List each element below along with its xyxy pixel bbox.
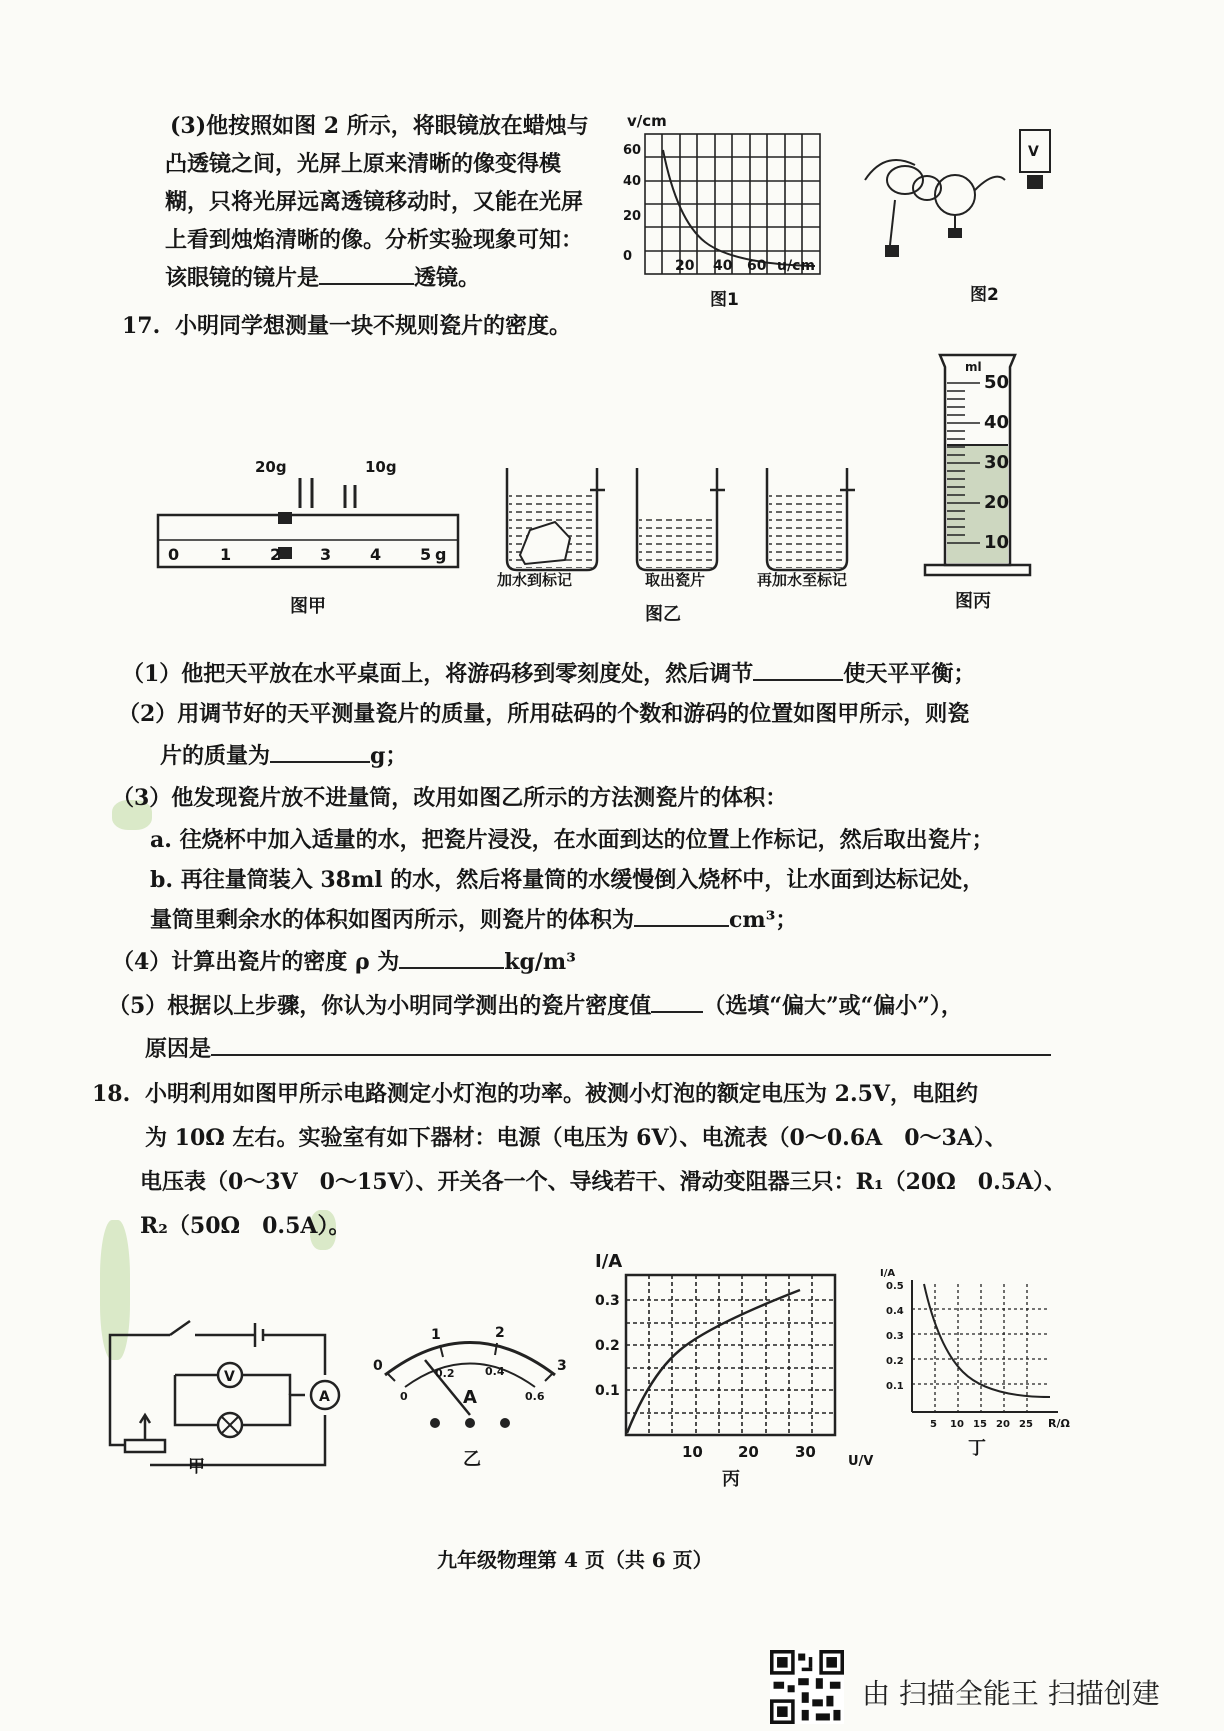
answer-blank-adjust xyxy=(753,679,843,681)
cylinder-base xyxy=(925,565,1030,575)
q18-line1: 小明利用如图甲所示电路测定小灯泡的功率。被测小灯泡的额定电压为 2.5V，电阻约 xyxy=(145,1081,979,1107)
dial-tick-top: 2 xyxy=(495,1325,505,1341)
answer-blank-volume xyxy=(634,925,729,927)
q17-p1-post: 使天平平衡； xyxy=(843,661,976,687)
svg-text:V: V xyxy=(1028,144,1039,160)
beaker2-label: 取出瓷片 xyxy=(645,571,706,589)
dial-tick-inner: 0.4 xyxy=(485,1365,505,1378)
q18-line2: 为 10Ω 左右。实验室有如下器材：电源（电压为 6V）、电流表（0～0.6A 0～3A）、 xyxy=(145,1125,1007,1151)
q17-p5-reason xyxy=(145,1035,1051,1063)
q17-fig-bing-cylinder xyxy=(920,345,1060,615)
iu-ytick: 0.3 xyxy=(595,1293,620,1309)
beaker3-label: 再加水至标记 xyxy=(757,571,848,589)
voltmeter-label: V xyxy=(224,1369,235,1385)
iu-ytick: 0.1 xyxy=(595,1383,620,1399)
dial-letter: A xyxy=(463,1387,477,1408)
q17-p2-line1: （2）用调节好的天平测量瓷片的质量，所用砝码的个数和游码的位置如图甲所示，则瓷 xyxy=(118,701,970,727)
ir-xtick: 10 xyxy=(950,1419,964,1430)
q17-p4 xyxy=(112,948,576,976)
screen-base xyxy=(1027,175,1043,189)
lens-base xyxy=(948,228,962,238)
iu-ytick: 0.2 xyxy=(595,1338,620,1354)
iu-ylabel: I/A xyxy=(595,1251,623,1272)
q18-fig-bing-iu-graph xyxy=(590,1245,880,1490)
fig1-xlabel: u/cm xyxy=(777,258,815,274)
q18-number: 18. xyxy=(92,1081,131,1107)
dial-tick-inner: 0 xyxy=(400,1390,408,1403)
fig1-ytick: 0 xyxy=(623,249,633,264)
cylinder-tick: 40 xyxy=(984,412,1010,433)
terminal xyxy=(430,1418,440,1428)
iu-axes xyxy=(626,1275,835,1435)
answer-blank-density xyxy=(399,967,504,969)
q18-line3: 电压表（0～3V 0～15V）、开关各一个、导线若干、滑动变阻器三只：R₁（20Ω 0.5A）、 xyxy=(140,1169,1067,1195)
q17-p3-a: a. 往烧杯中加入适量的水，把瓷片浸没，在水面到达的位置上作标记，然后取出瓷片； xyxy=(150,827,994,853)
fig-jia-caption: 图甲 xyxy=(290,596,326,617)
q17-p3-line1: （3）他发现瓷片放不进量筒，改用如图乙所示的方法测瓷片的体积： xyxy=(112,785,788,811)
q17-p4-pre: （4）计算出瓷片的密度 ρ 为 xyxy=(112,949,400,975)
ir-grid xyxy=(912,1284,1050,1412)
fig-bing-caption: 丙 xyxy=(722,1469,740,1490)
fig1-caption: 图1 xyxy=(710,290,739,310)
q18-line4: R₂（50Ω 0.5A）。 xyxy=(140,1213,351,1239)
scanner-brand-text: 由 扫描全能王 扫描创建 xyxy=(862,1677,1160,1710)
beaker1-label: 加水到标记 xyxy=(497,571,573,589)
scale-unit: g xyxy=(435,545,447,564)
figure-2-optical-bench xyxy=(845,120,1065,310)
answer-blank-mass xyxy=(270,761,370,763)
q18-fig-jia-circuit xyxy=(100,1315,350,1475)
q17-p5-post: （选填“偏大”或“偏小”）， xyxy=(703,993,963,1019)
q17-p3-c-pre: 量筒里剩余水的体积如图丙所示，则瓷片的体积为 xyxy=(150,907,635,933)
q17-stem: 小明同学想测量一块不规则瓷片的密度。 xyxy=(175,313,572,339)
beaker-3 xyxy=(757,468,855,589)
ir-ylabel: I/A xyxy=(880,1268,896,1279)
beaker-2 xyxy=(637,468,725,589)
terminal xyxy=(500,1418,510,1428)
iu-xtick: 30 xyxy=(795,1443,816,1461)
qr-code-icon xyxy=(770,1650,844,1724)
q17-p2-pre: 片的质量为 xyxy=(160,743,271,769)
q17-p1 xyxy=(122,660,975,688)
cylinder-tick: 50 xyxy=(984,372,1010,393)
ir-ytick: 0.3 xyxy=(886,1331,904,1342)
q16-line5-pre: 该眼镜的镜片是 xyxy=(165,265,320,291)
dial-tick-inner: 0.6 xyxy=(525,1390,545,1403)
q17-p3-c-post: cm³； xyxy=(729,907,798,933)
fig1-curve xyxy=(663,150,815,266)
q17-p4-post: kg/m³ xyxy=(504,949,576,975)
iu-grid xyxy=(626,1275,835,1435)
q18-fig-yi-ammeter-dial xyxy=(365,1315,580,1475)
q18-fig-ding-ir-graph xyxy=(878,1262,1083,1477)
ammeter-label: A xyxy=(319,1389,330,1405)
rider-scale xyxy=(158,515,458,567)
iu-xlabel: U/V xyxy=(848,1454,874,1469)
q16-line4: 上看到烛焰清晰的像。分析实验现象可知： xyxy=(165,227,584,253)
rider-top xyxy=(278,512,292,524)
fig1-ytick: 60 xyxy=(623,143,642,158)
ir-ytick: 0.2 xyxy=(886,1356,904,1367)
circuit-wires xyxy=(110,1321,325,1465)
q17-p1-pre: （1）他把天平放在水平桌面上，将游码移到零刻度处，然后调节 xyxy=(122,661,754,687)
dial-tick-top: 0 xyxy=(373,1358,383,1374)
ir-xtick: 25 xyxy=(1019,1419,1033,1430)
cylinder-unit: ml xyxy=(965,360,982,374)
fig1-ytick: 20 xyxy=(623,209,642,224)
fig-bing-caption: 图丙 xyxy=(955,591,991,612)
fig-jia-caption: 甲 xyxy=(188,1457,205,1475)
convex-lens xyxy=(935,175,975,215)
q17-fig-yi-beakers xyxy=(495,460,895,630)
q17-p3-b: b. 再往量筒装入 38ml 的水，然后将量筒的水缓慢倒入烧杯中，让水面到达标记处， xyxy=(150,867,985,893)
dial-arc-outer xyxy=(385,1343,555,1376)
q16-line5 xyxy=(165,264,480,292)
cylinder-tick: 30 xyxy=(984,452,1010,473)
ir-ytick: 0.1 xyxy=(886,1381,904,1392)
fig1-ylabel: v/cm xyxy=(627,112,667,130)
weights xyxy=(300,478,355,508)
scale-tick: 0 xyxy=(168,545,180,564)
candle xyxy=(890,200,895,245)
q17-fig-jia-balance xyxy=(150,440,470,625)
fig1-grid xyxy=(645,134,820,274)
answer-blank-reason xyxy=(211,1054,1051,1056)
q17-p5-pre: （5）根据以上步骤，你认为小明同学测出的瓷片密度值 xyxy=(108,993,652,1019)
page-footer: 九年级物理第 4 页（共 6 页） xyxy=(437,1548,713,1572)
ir-xtick: 5 xyxy=(930,1419,937,1430)
answer-blank-bias xyxy=(651,1011,703,1013)
q17-p2-line2 xyxy=(160,742,407,770)
figure-1-vu-graph xyxy=(615,110,835,320)
q17-p5 xyxy=(108,992,963,1020)
scale-tick: 4 xyxy=(370,545,382,564)
fig1-xtick: 60 xyxy=(747,258,767,274)
q17-number: 17. xyxy=(122,313,161,339)
q17-p3-c xyxy=(150,906,797,934)
fig-ding-caption: 丁 xyxy=(968,1438,986,1459)
dial-tick-top: 3 xyxy=(557,1358,567,1374)
q16-line1: (3)他按照如图 2 所示，将眼镜放在蜡烛与 xyxy=(170,113,589,139)
scale-tick: 1 xyxy=(220,545,232,564)
ir-ytick: 0.4 xyxy=(886,1306,904,1317)
scale-tick: 5 xyxy=(420,545,432,564)
mass-label-20g: 20g xyxy=(255,458,287,476)
cylinder-tick: 10 xyxy=(984,532,1010,553)
dial-tick-inner: 0.2 xyxy=(435,1367,455,1380)
fig2-caption: 图2 xyxy=(970,285,999,305)
ir-ytick: 0.5 xyxy=(886,1281,904,1292)
q16-line5-post: 透镜。 xyxy=(414,265,481,291)
cylinder-tick: 20 xyxy=(984,492,1010,513)
iu-xtick: 20 xyxy=(738,1443,759,1461)
iu-xtick: 10 xyxy=(682,1443,703,1461)
fig-yi-caption: 图乙 xyxy=(645,604,681,625)
q17-p5-reason-label: 原因是 xyxy=(145,1036,212,1062)
ir-xtick: 15 xyxy=(973,1419,987,1430)
mass-label-10g: 10g xyxy=(365,458,397,476)
terminal xyxy=(465,1418,475,1428)
fig1-ytick: 40 xyxy=(623,174,642,189)
dial-arc-inner xyxy=(405,1364,535,1388)
fig1-xtick: 40 xyxy=(713,258,733,274)
candle-base xyxy=(885,245,899,257)
beaker-1 xyxy=(496,468,605,589)
ir-curve xyxy=(924,1284,1050,1397)
ir-xtick: 20 xyxy=(996,1419,1010,1430)
ir-xlabel: R/Ω xyxy=(1048,1417,1070,1430)
scale-tick: 2 xyxy=(270,545,282,564)
iu-curve xyxy=(627,1290,800,1433)
q16-line3: 糊，只将光屏远离透镜移动时，又能在光屏 xyxy=(165,189,584,215)
q17-p2-post: g； xyxy=(370,743,408,769)
fig1-xtick: 20 xyxy=(675,258,695,274)
dial-tick-top: 1 xyxy=(431,1327,441,1343)
fig-yi-caption: 乙 xyxy=(463,1449,481,1470)
answer-blank-lens xyxy=(319,283,414,285)
scale-tick: 3 xyxy=(320,545,332,564)
q16-line2: 凸透镜之间，光屏上原来清晰的像变得模 xyxy=(165,151,562,177)
